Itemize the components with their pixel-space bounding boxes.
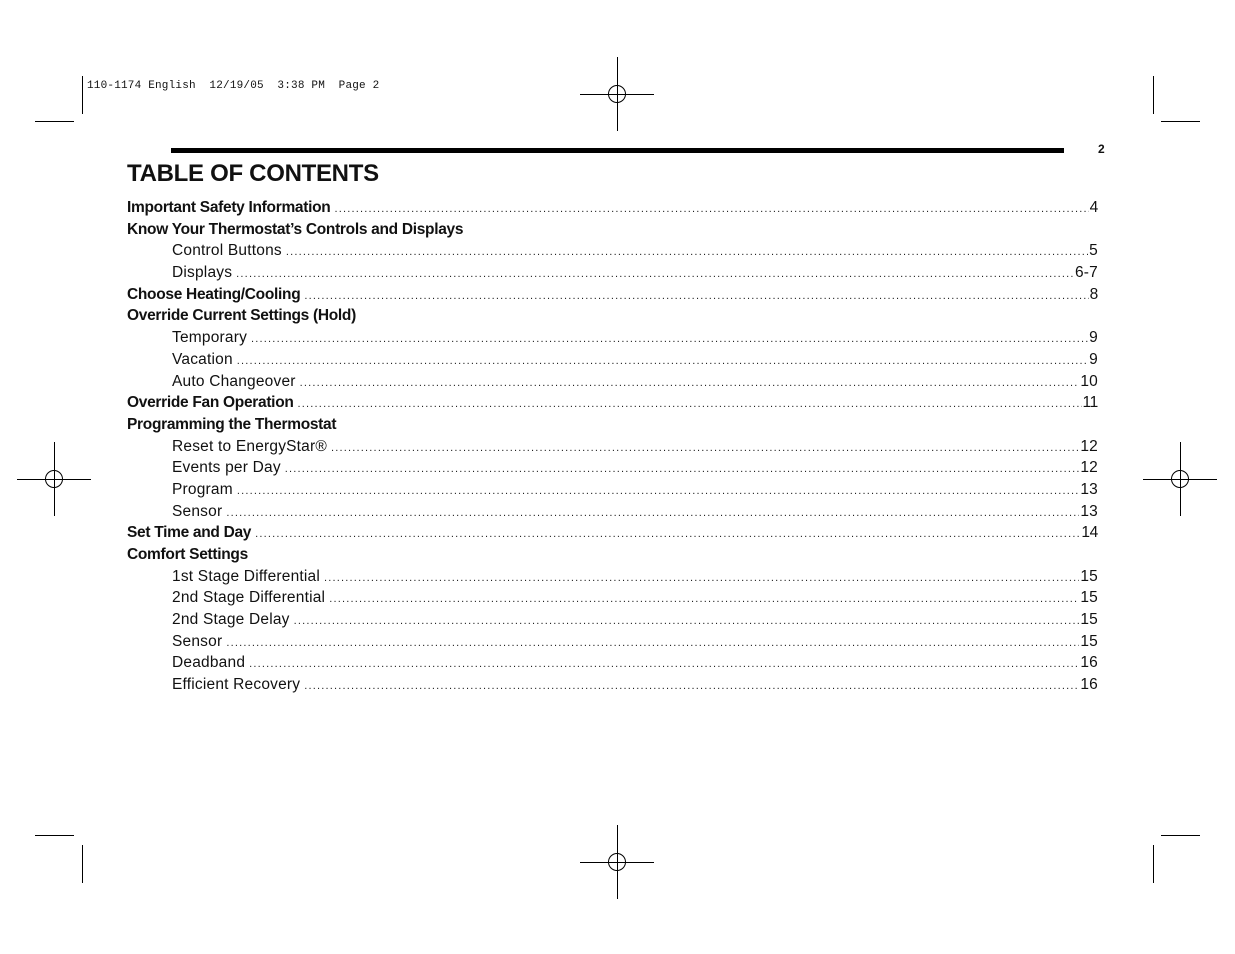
crop-mark-top-left-vertical bbox=[82, 76, 83, 114]
toc-entry-label: Override Fan Operation bbox=[127, 394, 294, 412]
toc-dot-leader bbox=[334, 199, 1088, 221]
toc-dot-leader bbox=[237, 351, 1088, 373]
toc-section-entry[interactable] bbox=[127, 544, 1098, 566]
toc-entry-label: Override Current Settings (Hold) bbox=[127, 307, 356, 325]
toc-dot-leader bbox=[285, 459, 1080, 481]
toc-entry-page: 4 bbox=[1089, 199, 1098, 216]
toc-entry-label: Displays bbox=[172, 264, 233, 282]
toc-subsection-entry[interactable] bbox=[127, 262, 1098, 284]
toc-entry-page: 15 bbox=[1080, 567, 1098, 585]
toc-entry-label: Auto Changeover bbox=[172, 372, 296, 390]
toc-section-entry[interactable] bbox=[127, 522, 1098, 544]
toc-entry-page: 8 bbox=[1089, 285, 1098, 303]
toc-subsection-entry[interactable] bbox=[127, 631, 1098, 653]
toc-subsection-entry[interactable] bbox=[127, 457, 1098, 479]
toc-entry-label: 2nd Stage Delay bbox=[172, 611, 290, 629]
toc-subsection-entry[interactable] bbox=[127, 349, 1098, 371]
toc-entry-label: Control Buttons bbox=[172, 242, 282, 260]
crop-mark-top-right-vertical bbox=[1153, 76, 1154, 114]
toc-dot-leader bbox=[294, 611, 1080, 633]
toc-dot-leader bbox=[304, 286, 1088, 308]
crop-mark-bottom-right-horizontal bbox=[1161, 835, 1200, 836]
page-number: 2 bbox=[1098, 142, 1105, 156]
toc-entry-label: 2nd Stage Differential bbox=[172, 589, 326, 607]
crop-mark-top-left-horizontal bbox=[35, 121, 74, 122]
toc-entry-label: Programming the Thermostat bbox=[127, 415, 337, 433]
toc-subsection-entry[interactable] bbox=[127, 674, 1098, 696]
toc-dot-leader bbox=[236, 264, 1074, 286]
toc-entry-page: 9 bbox=[1089, 329, 1098, 347]
toc-entry-page: 6-7 bbox=[1074, 264, 1098, 282]
toc-dot-leader bbox=[300, 373, 1080, 395]
toc-section-entry[interactable] bbox=[127, 284, 1098, 306]
toc-dot-leader bbox=[226, 503, 1079, 525]
toc-entry-label: Know Your Thermostat’s Controls and Displays bbox=[127, 220, 464, 238]
toc-entry-page: 12 bbox=[1080, 437, 1098, 455]
toc-entry-page: 16 bbox=[1080, 676, 1098, 694]
toc-dot-leader bbox=[329, 589, 1079, 611]
toc-subsection-entry[interactable] bbox=[127, 501, 1098, 523]
toc-dot-leader bbox=[255, 524, 1080, 546]
printer-slug: 110-1174 English 12/19/05 3:38 PM Page 2 bbox=[87, 80, 380, 92]
crop-mark-bottom-left-vertical bbox=[82, 845, 83, 883]
toc-entry-page: 13 bbox=[1080, 480, 1098, 498]
toc-subsection-entry[interactable] bbox=[127, 479, 1098, 501]
toc-dot-leader bbox=[226, 633, 1079, 655]
crop-mark-bottom-left-horizontal bbox=[35, 835, 74, 836]
toc-entry-page: 13 bbox=[1080, 502, 1098, 520]
toc-section-entry[interactable] bbox=[127, 305, 1098, 327]
toc-entry-label: Choose Heating/Cooling bbox=[127, 285, 301, 303]
toc-subsection-entry[interactable] bbox=[127, 371, 1098, 393]
toc-entry-label: Important Safety Information bbox=[127, 199, 331, 216]
toc-dot-leader bbox=[331, 438, 1079, 460]
toc-entry-page: 5 bbox=[1089, 242, 1098, 260]
toc-subsection-entry[interactable] bbox=[127, 609, 1098, 631]
toc-subsection-entry[interactable] bbox=[127, 240, 1098, 262]
toc-entry-page: 11 bbox=[1082, 394, 1098, 412]
toc-subsection-entry[interactable] bbox=[127, 587, 1098, 609]
toc-dot-leader bbox=[286, 242, 1088, 264]
toc-section-entry[interactable] bbox=[127, 219, 1098, 241]
toc-dot-leader bbox=[237, 481, 1080, 503]
toc-dot-leader bbox=[251, 329, 1088, 351]
toc-dot-leader bbox=[324, 568, 1079, 590]
toc-entry-label: Comfort Settings bbox=[127, 546, 248, 563]
toc-dot-leader bbox=[304, 676, 1079, 698]
header-rule bbox=[171, 148, 1064, 153]
toc-subsection-entry[interactable] bbox=[127, 652, 1098, 674]
toc-entry-label: Events per Day bbox=[172, 459, 281, 477]
toc-entry-page: 15 bbox=[1080, 589, 1098, 607]
toc-entry-label: Vacation bbox=[172, 350, 233, 368]
toc-entry-page: 16 bbox=[1080, 654, 1098, 672]
toc-section-entry[interactable] bbox=[127, 414, 1098, 436]
toc-dot-leader bbox=[298, 394, 1082, 416]
toc-entry-label: Sensor bbox=[172, 632, 223, 650]
toc-section-entry[interactable] bbox=[127, 392, 1098, 414]
toc-entry-label: Program bbox=[172, 480, 233, 498]
toc-entry-page: 10 bbox=[1080, 372, 1098, 390]
table-of-contents bbox=[127, 197, 1098, 696]
toc-entry-page: 15 bbox=[1080, 632, 1098, 650]
toc-section-entry[interactable] bbox=[127, 197, 1098, 219]
toc-entry-page: 9 bbox=[1089, 350, 1098, 368]
toc-dot-leader bbox=[249, 654, 1079, 676]
toc-entry-label: Reset to EnergyStar® bbox=[172, 437, 327, 455]
toc-entry-label: Temporary bbox=[172, 329, 248, 347]
toc-entry-label: Sensor bbox=[172, 502, 223, 520]
crop-mark-bottom-right-vertical bbox=[1153, 845, 1154, 883]
toc-entry-label: 1st Stage Differential bbox=[172, 567, 321, 585]
toc-subsection-entry[interactable] bbox=[127, 436, 1098, 458]
toc-entry-label: Deadband bbox=[172, 654, 246, 672]
toc-entry-page: 12 bbox=[1080, 459, 1098, 477]
page-title: TABLE OF CONTENTS bbox=[127, 160, 379, 187]
toc-subsection-entry[interactable] bbox=[127, 566, 1098, 588]
toc-entry-label: Efficient Recovery bbox=[172, 676, 301, 694]
toc-entry-label: Set Time and Day bbox=[127, 524, 252, 542]
toc-entry-page: 15 bbox=[1080, 611, 1098, 629]
toc-subsection-entry[interactable] bbox=[127, 327, 1098, 349]
toc-entry-page: 14 bbox=[1081, 524, 1098, 542]
crop-mark-top-right-horizontal bbox=[1161, 121, 1200, 122]
